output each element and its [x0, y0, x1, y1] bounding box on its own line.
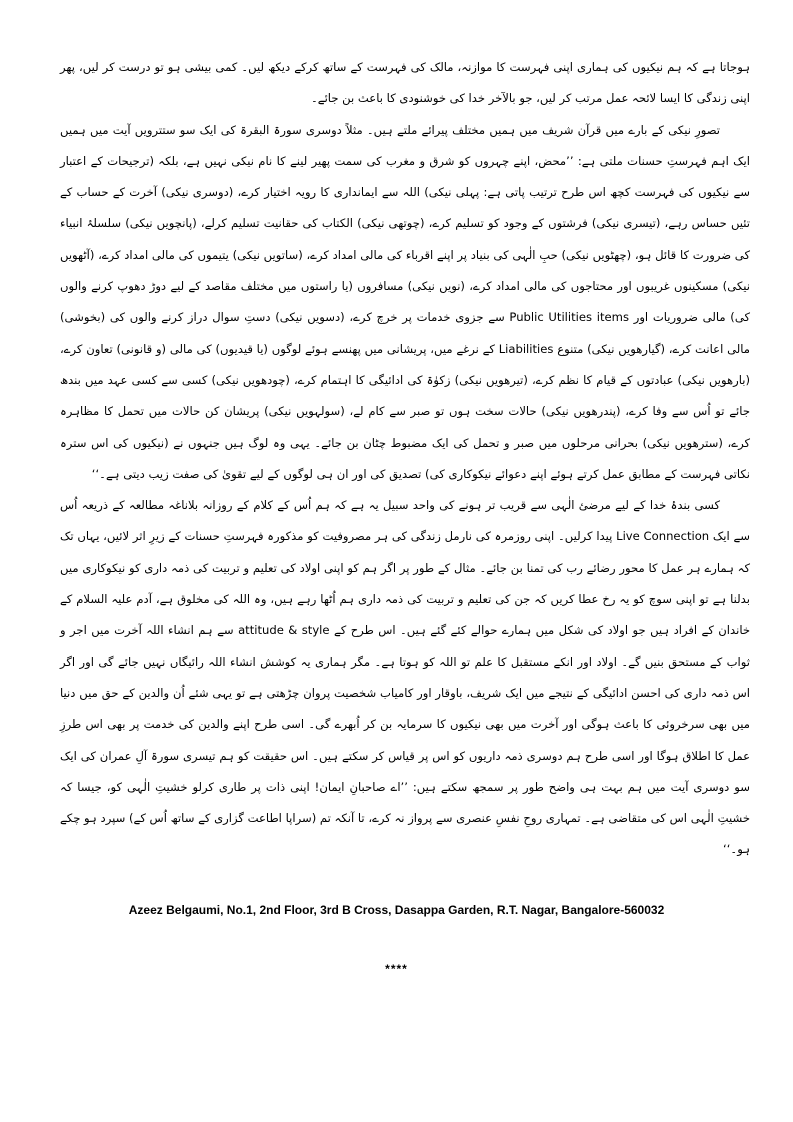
paragraph-list-of-virtues [60, 115, 750, 491]
paragraph-text: سے ہم انشاء اللہ آخرت میں اجر و ثواب کے مستحق بنیں گے۔ اولاد اور انکے مستقبل کا علم تو اللہ کو ہوتا ہے۔ مگر ہماری یہ کوشش انشاء اللہ رائیگاں نہیں جائے گی اور اگر اس ذمہ داری کی احسن ادائیگی کے نتیجے میں ایک شریف، باوقار اور کامیاب شخصیت پروان چڑھتی ہے تو یہی شئے اُن والدین کے حق میں دنیا میں بھی سرخروئی کا باعث ہوگی اور آخرت میں بھی نیکیوں کا سرمایہ بن کر اُبھرے گی۔ اسی طرح اپنے والدین کی خدمت پر بھی اس طرزِ عمل کا اطلاق ہوگا اور اسی طرح ہم دوسری ذمہ داریوں کو اس پر قیاس کر سکتے ہیں۔ اس حقیقت کو ہم تیسری سورۃ آلِ عمران کی ایک سو دوسری آیت میں ہم بہت ہی واضح طور پر سمجھ سکتے ہیں: ’’اے صاحبانِ ایمان! اپنی ذات پر طاری کرلو خشیتِ الٰہی کو، جیسا کہ خشیتِ الٰہی اس کی متقاضی ہے۔ تمہاری روحِ نفسِ عنصری سے پرواز نہ کرے، تا آنکہ تم (سراپا اطاعت گزاری کے ساتھ اُس کے) سپرد ہو چکے ہو۔‘‘ [60, 623, 750, 857]
english-term: Live Connection [616, 529, 710, 544]
english-term: attitude & style [238, 623, 330, 638]
paragraph-conclusion [60, 490, 750, 866]
author-address: Azeez Belgaumi, No.1, 2nd Floor, 3rd B Cross, Dasappa Garden, R.T. Nagar, Bangalore-560032 [128, 903, 665, 917]
paragraph-text: کے نرغے میں، پریشانی میں پھنسے ہوئے لوگوں (یا قیدیوں) کی مالی (و قانونی) تعاون کرے، (بارھویں نیکی) عبادتوں کے قیام کا نظم کرے، (تیرھویں نیکی) زکوٰۃ کی ادائیگی کا اہتمام کرے، (چودھویں نیکی) کسی سے کسی عہد میں بندھ جائے تو اُس سے وفا کرے، (پندرھویں نیکی) حالات سخت ہوں تو صبر سے کام لے، (سولہویں نیکی) پریشان کن حالات میں تحمل کا مظاہرہ کرے، (سترھویں نیکی) بحرانی مرحلوں میں صبر و تحمل کی ایک مضبوط چٹان بن جائے۔ یہی وہ لوگ ہیں جنہوں نے (نیکیوں کی اس سترہ نکاتی فہرست کے مطابق عمل کرتے ہوئے اپنے دعوائے نیکوکاری کی) تصدیق کی اور ان ہی لوگوں کے لیے تقویٰ کی صفت زیب دیتی ہے۔‘‘ [60, 341, 750, 481]
paragraph-text: تصورِ نیکی کے بارے میں قرآن شریف میں ہمیں مختلف پیرائے ملتے ہیں۔ مثلاً دوسری سورۃ البقرۃ کی ایک سو ستترویں آیت میں ہمیں ایک اہم فہرستِ حسنات ملتی ہے: ’’محض، اپنے چہروں کو شرق و مغرب کی سمت پھیر لینے کا نام نیکی نہیں ہے، بلکہ (ترجیحات کے اعتبار سے نیکیوں کی فہرست کچھ اس طرح ترتیب پاتی ہے: پہلی نیکی) اللہ سے ایمانداری کا رویہ اختیار کرے، (دوسری نیکی) آخرت کے حساب کے تئیں حساس رہے، (تیسری نیکی) فرشتوں کے وجود کو تسلیم کرے، (چوتھی نیکی) الکتاب کی حقانیت تسلیم کرلے، (پانچویں نیکی) سلسلۂ انبیاء کی ضرورت کا قائل ہو، (چھٹویں نیکی) حبِ الٰہی کی بنیاد پر اپنے اقرباء کی مالی امداد کرے، (ساتویں نیکی) یتیموں کی مالی امداد کرے، (آٹھویں نیکی) مسکینوں غریبوں اور محتاجوں کی مالی امداد کرے، (نویں نیکی) مسافروں (یا راستوں میں مختلف مقاصد کے لیے دوڑ دھوپ کرنے والوں کی) مالی ضروریات اور [60, 122, 751, 325]
paragraph-text: خدمات پر خرچ کرے، (دسویں نیکی) دستِ سوال دراز کرنے والوں کی (بخوشی) مالی اعانت کرے، (گیارھویں نیکی) متنوع [60, 310, 751, 356]
section-separator: **** [385, 962, 408, 976]
paragraph-text: کسی بندۂ خدا کے لیے مرضئ الٰہی سے قریب تر ہونے کی واحد سبیل یہ ہے کہ ہم اُس کے کلام کے روزانہ بلاناغہ مطالعہ کے ذریعہ اُس سے ایک [60, 498, 751, 544]
paragraph-intro: ہوجاتا ہے کہ ہم نیکیوں کی ہماری اپنی فہرست کا موازنہ، مالک کی فہرست کے ساتھ کرکے دیکھ لیں۔ کمی بیشی ہو تو درست کر لیں، پھر اپنی زندگی کا ایسا لائحہ عمل مرتب کر لیں، جو بالآخر خدا کی خوشنودی کا باعث بن جائے۔ [60, 60, 750, 106]
paragraph-text: پیدا کرلیں۔ اپنی روزمرہ کی نارمل زندگی کی ہر مصروفیت کو مذکورہ فہرستِ حسنات کے زیرِ اثر لائیں، یہاں تک کہ ہمارے ہر عمل کا محور رضائے رب کی تمنا بن جائے۔ مثال کے طور پر اگر ہم کو اپنی اولاد کی تعلیم و تربیت کی ذمہ داری کو نیکوکاری میں بدلنا ہے تو اپنی سوچ کو یہ رخ عطا کریں کہ جن کی تعلیم و تربیت کی ذمہ داری ہم اُٹھا رہے ہیں، وہ اللہ کی مخلوق ہے، آدم علیہ السلام کے خاندان کے افراد ہیں جو اولاد کی شکل میں ہمارے حوالے کئے گئے ہیں۔ اس طرح کے [60, 529, 751, 638]
article-body [60, 52, 750, 866]
english-term: Public Utilities items [509, 310, 629, 325]
paragraph-text: سے جزوی [455, 310, 510, 325]
english-term: Liabilities [498, 341, 554, 356]
